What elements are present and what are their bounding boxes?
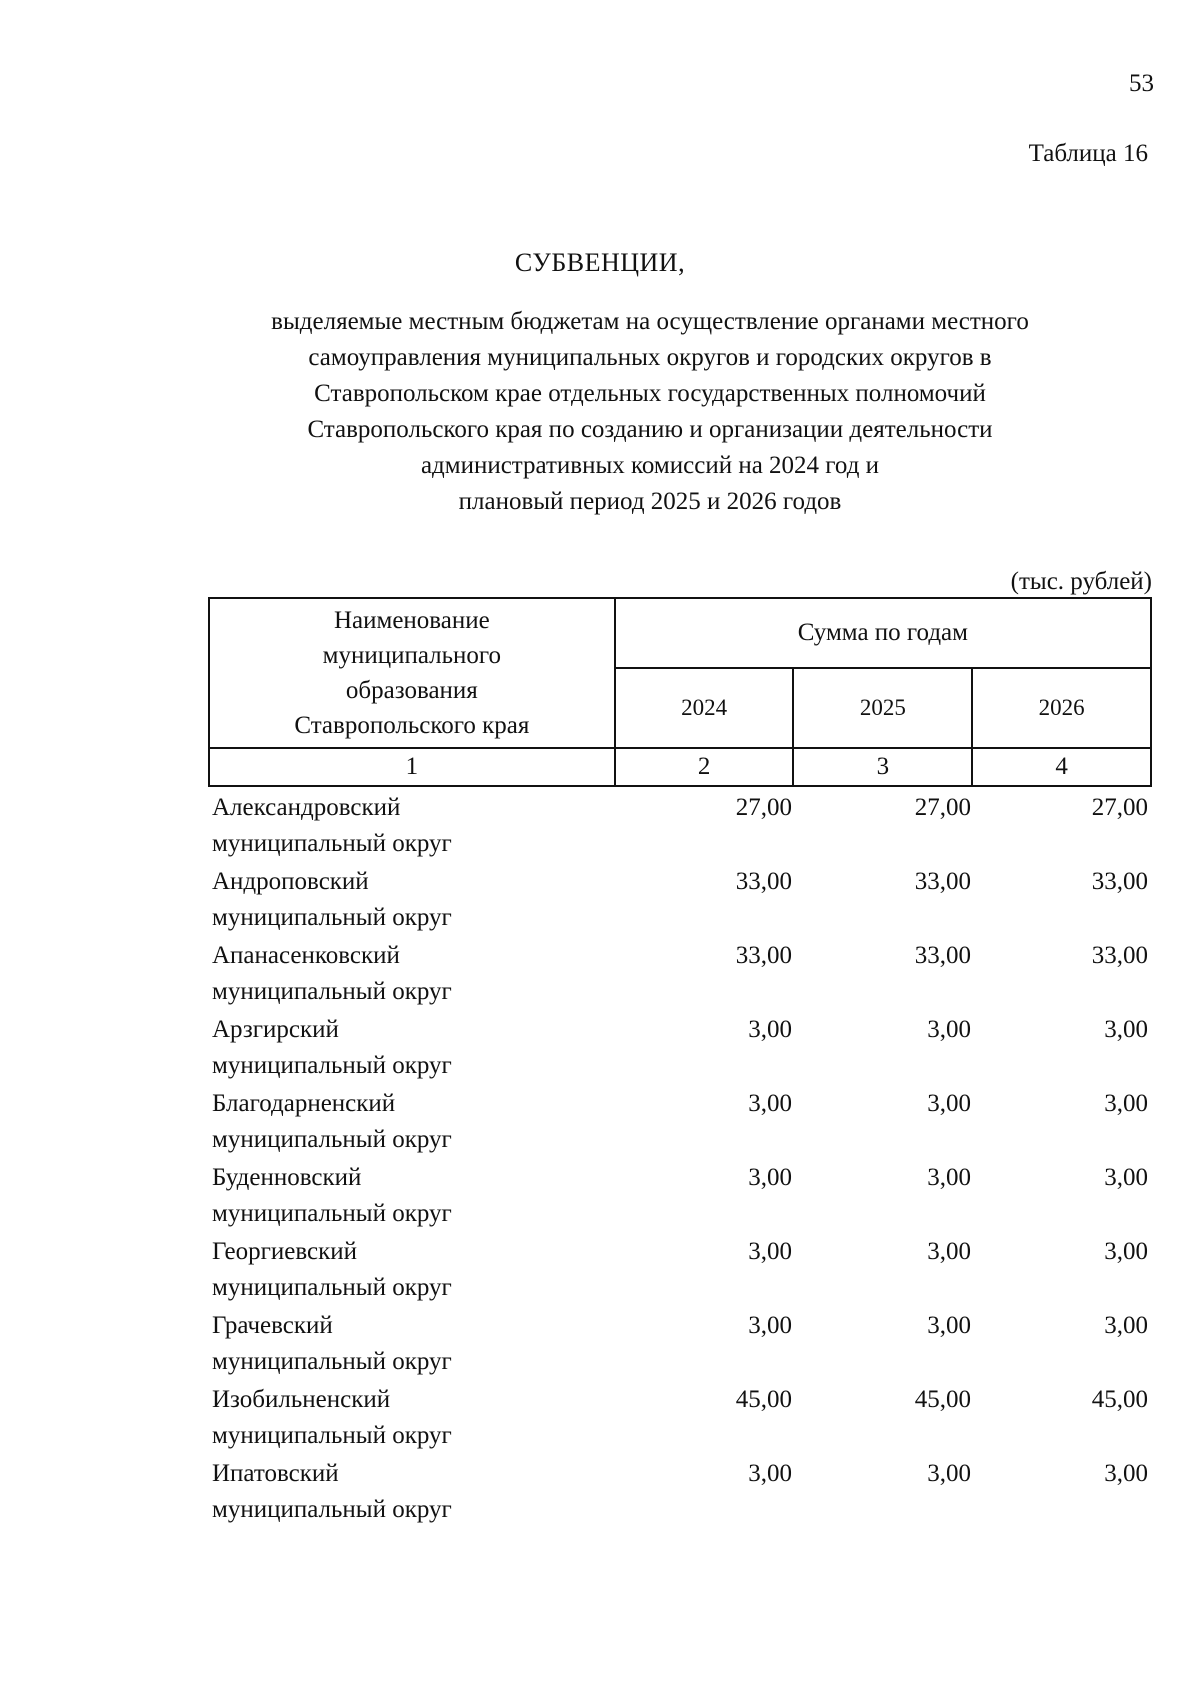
name-line: Изобильненский xyxy=(212,1386,391,1413)
value-2025: 3,00 xyxy=(927,1238,971,1265)
name-line: муниципальный округ xyxy=(212,1200,452,1227)
table-row xyxy=(208,1456,1152,1530)
value-2024: 3,00 xyxy=(748,1016,792,1043)
name-line: Грачевский xyxy=(212,1312,333,1339)
value-2026: 3,00 xyxy=(1104,1460,1148,1487)
value-2024: 3,00 xyxy=(748,1238,792,1265)
subtitle-line: плановый период 2025 и 2026 годов xyxy=(458,488,842,515)
value-2024: 3,00 xyxy=(748,1312,792,1339)
name-line: муниципальный округ xyxy=(212,1348,452,1375)
value-2025: 45,00 xyxy=(914,1386,971,1413)
value-2026: 33,00 xyxy=(1091,868,1148,895)
value-2026: 3,00 xyxy=(1104,1312,1148,1339)
value-2025: 33,00 xyxy=(914,942,971,969)
value-2025: 33,00 xyxy=(914,868,971,895)
table-row xyxy=(208,1086,1152,1160)
municipality-name xyxy=(212,938,452,1010)
name-column-header xyxy=(209,598,615,748)
municipality-name xyxy=(212,1160,452,1232)
name-header-line: образования xyxy=(345,677,478,704)
column-number-2: 2 xyxy=(615,748,794,786)
name-line: муниципальный округ xyxy=(212,978,452,1005)
column-number-1: 1 xyxy=(209,748,615,786)
name-line: Георгиевский xyxy=(212,1238,358,1265)
value-2026: 3,00 xyxy=(1104,1164,1148,1191)
name-line: муниципальный округ xyxy=(212,1126,452,1153)
page-number: 53 xyxy=(1129,70,1154,97)
name-line: Благодарненский xyxy=(212,1090,396,1117)
value-2026: 33,00 xyxy=(1091,942,1148,969)
table-row xyxy=(208,1308,1152,1382)
value-2025: 3,00 xyxy=(927,1016,971,1043)
document-title: СУБВЕНЦИИ, xyxy=(514,248,686,277)
document-subtitle xyxy=(200,304,1100,520)
name-header-line: муниципального xyxy=(322,642,502,669)
year-header-2026: 2026 xyxy=(972,668,1151,748)
value-2024: 33,00 xyxy=(735,942,792,969)
table-header xyxy=(208,597,1152,787)
column-number-4: 4 xyxy=(972,748,1151,786)
name-header-line: Ставропольского края xyxy=(294,712,530,739)
municipality-name xyxy=(212,1086,452,1158)
value-2024: 27,00 xyxy=(735,794,792,821)
value-2025: 27,00 xyxy=(914,794,971,821)
value-2025: 3,00 xyxy=(927,1312,971,1339)
value-2024: 3,00 xyxy=(748,1090,792,1117)
value-2026: 3,00 xyxy=(1104,1090,1148,1117)
column-number-3: 3 xyxy=(793,748,972,786)
table-label: Таблица 16 xyxy=(1028,140,1148,167)
value-2024: 3,00 xyxy=(748,1164,792,1191)
table-row xyxy=(208,864,1152,938)
value-2024: 45,00 xyxy=(735,1386,792,1413)
value-2025: 3,00 xyxy=(927,1090,971,1117)
municipality-name xyxy=(212,1234,452,1306)
municipality-name xyxy=(212,790,452,862)
value-2026: 3,00 xyxy=(1104,1016,1148,1043)
table-row xyxy=(208,1234,1152,1308)
value-2026: 27,00 xyxy=(1091,794,1148,821)
name-line: муниципальный округ xyxy=(212,1274,452,1301)
name-header-line: Наименование xyxy=(333,607,490,634)
name-line: Арзгирский xyxy=(212,1016,339,1043)
subtitle-line: выделяемые местным бюджетам на осуществление органами местного xyxy=(271,308,1029,335)
municipality-name xyxy=(212,1382,452,1454)
units-label: (тыс. рублей) xyxy=(1010,568,1152,595)
name-line: муниципальный округ xyxy=(212,830,452,857)
name-line: Александровский xyxy=(212,794,401,821)
name-line: муниципальный округ xyxy=(212,1496,452,1523)
table-row xyxy=(208,1012,1152,1086)
sum-by-years-header: Сумма по годам xyxy=(615,598,1151,668)
name-line: Буденновский xyxy=(212,1164,362,1191)
name-line: муниципальный округ xyxy=(212,904,452,931)
subtitle-line: самоуправления муниципальных округов и городских округов в xyxy=(308,344,992,371)
year-header-2025: 2025 xyxy=(793,668,972,748)
municipality-name xyxy=(212,1012,452,1084)
table-row xyxy=(208,938,1152,1012)
table-body xyxy=(208,790,1152,1530)
value-2024: 3,00 xyxy=(748,1460,792,1487)
name-line: муниципальный округ xyxy=(212,1422,452,1449)
subtitle-line: Ставропольском крае отдельных государственных полномочий xyxy=(314,380,986,407)
name-line: муниципальный округ xyxy=(212,1052,452,1079)
value-2025: 3,00 xyxy=(927,1164,971,1191)
table-row xyxy=(208,1160,1152,1234)
municipality-name xyxy=(212,1456,452,1528)
name-line: Ипатовский xyxy=(212,1460,339,1487)
subtitle-line: Ставропольского края по созданию и организации деятельности xyxy=(307,416,993,443)
year-header-2024: 2024 xyxy=(615,668,794,748)
value-2026: 3,00 xyxy=(1104,1238,1148,1265)
value-2026: 45,00 xyxy=(1091,1386,1148,1413)
table-row xyxy=(208,790,1152,864)
value-2025: 3,00 xyxy=(927,1460,971,1487)
name-line: Андроповский xyxy=(212,868,369,895)
municipality-name xyxy=(212,864,452,936)
name-line: Апанасенковский xyxy=(212,942,400,969)
value-2024: 33,00 xyxy=(735,868,792,895)
subtitle-line: административных комиссий на 2024 год и xyxy=(420,452,880,479)
table-row xyxy=(208,1382,1152,1456)
municipality-name xyxy=(212,1308,452,1380)
